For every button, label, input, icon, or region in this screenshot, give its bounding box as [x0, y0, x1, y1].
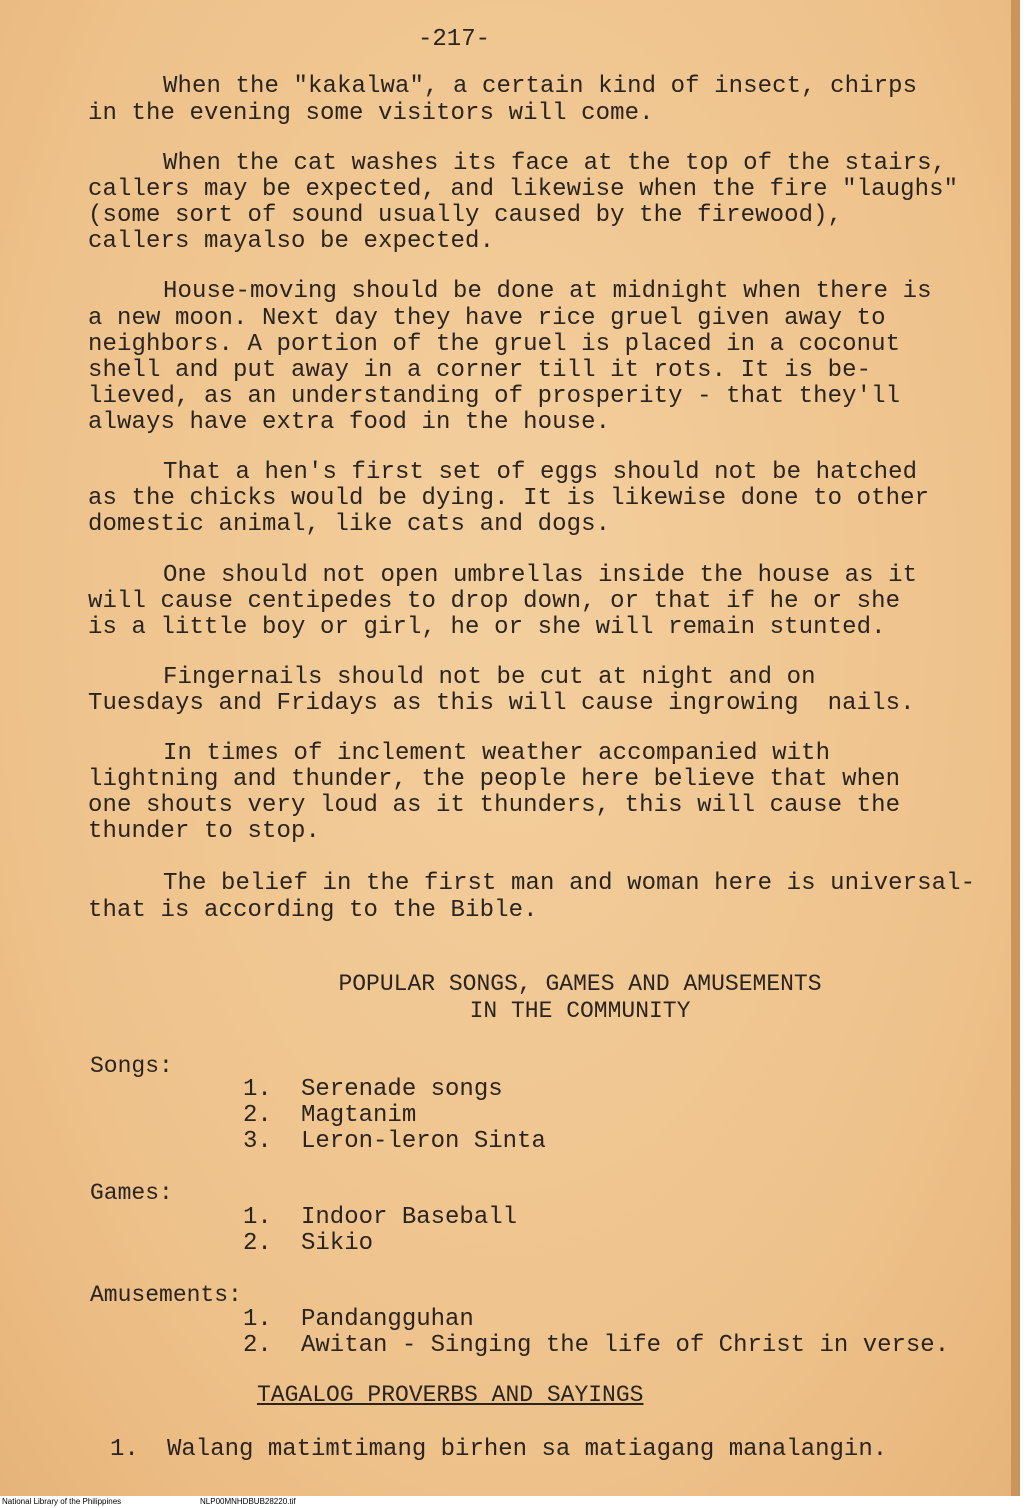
paragraph-line: callers mayalso be expected.	[88, 228, 495, 255]
list-item-text: Leron-leron Sinta	[301, 1128, 546, 1155]
paragraph-line: In times of inclement weather accompanied with	[163, 740, 831, 767]
paragraph-line: thunder to stop.	[88, 818, 321, 845]
list-item-text: Magtanim	[301, 1102, 417, 1129]
paragraph-line: domestic animal, like cats and dogs.	[88, 511, 611, 538]
paragraph-line: When the "kakalwa", a certain kind of insect, chirps	[163, 73, 918, 100]
paragraph-line: as the chicks would be dying. It is likewise done to other	[88, 485, 930, 512]
list-item-text: Awitan - Singing the life of Christ in verse.	[301, 1332, 950, 1359]
games-label: Games:	[90, 1180, 173, 1206]
page-number: -217-	[418, 26, 491, 53]
amusements-label: Amusements:	[90, 1282, 242, 1308]
paragraph-line: neighbors. A portion of the gruel is placed in a coconut	[88, 331, 901, 358]
list-item-number: 3.	[243, 1128, 272, 1155]
list-item	[243, 1230, 373, 1257]
paragraph-line: (some sort of sound usually caused by the firewood),	[88, 202, 843, 229]
list-item	[243, 1306, 474, 1333]
section-heading: IN THE COMMUNITY	[469, 998, 691, 1024]
list-item	[243, 1102, 416, 1129]
paragraph-line: When the cat washes its face at the top of the stairs,	[163, 150, 947, 177]
list-item-number: 2.	[243, 1332, 272, 1359]
paragraph-line: The belief in the first man and woman here is universal-	[163, 870, 976, 897]
paragraph-line: that is according to the Bible.	[88, 897, 538, 924]
scan-footer	[0, 1496, 1029, 1508]
list-item-number: 1.	[243, 1076, 272, 1103]
paragraph-line: House-moving should be done at midnight when there is	[163, 278, 932, 305]
songs-label: Songs:	[90, 1053, 173, 1079]
paragraph-line: in the evening some visitors will come.	[88, 100, 654, 127]
paragraph-line: a new moon. Next day they have rice gruel given away to	[88, 305, 886, 332]
list-item-number: 1.	[243, 1204, 272, 1231]
section-heading: POPULAR SONGS, GAMES AND AMUSEMENTS	[338, 971, 822, 997]
list-item	[243, 1128, 546, 1155]
page-edge-shadow	[1011, 0, 1020, 1496]
paragraph-line: shell and put away in a corner till it rots. It is be-	[88, 357, 872, 384]
list-item	[110, 1436, 887, 1463]
paragraph-line: lieved, as an understanding of prosperity - that they'll	[88, 383, 901, 410]
list-item-text: Serenade songs	[301, 1076, 503, 1103]
paragraph-line: one shouts very loud as it thunders, this will cause the	[88, 792, 901, 819]
list-item-number: 2.	[243, 1230, 272, 1257]
paragraph-line: always have extra food in the house.	[88, 409, 611, 436]
footer-file-name: NLP00MNHDBUB28220.tif	[200, 1497, 296, 1506]
paragraph-line: will cause centipedes to drop down, or that if he or she	[88, 588, 901, 615]
paragraph-line: Fingernails should not be cut at night and on	[163, 664, 816, 691]
list-item-text: Sikio	[301, 1230, 374, 1257]
proverbs-heading: TAGALOG PROVERBS AND SAYINGS	[257, 1382, 644, 1408]
list-item	[243, 1204, 517, 1231]
list-item-number: 2.	[243, 1102, 272, 1129]
list-item	[243, 1076, 503, 1103]
paragraph-line: lightning and thunder, the people here believe that when	[88, 766, 901, 793]
list-item-text: Walang matimtimang birhen sa matiagang manalangin.	[167, 1436, 888, 1463]
paragraph-line: That a hen's first set of eggs should not be hatched	[163, 459, 918, 486]
paragraph-line: Tuesdays and Fridays as this will cause ingrowing nails.	[88, 690, 915, 717]
footer-library-name: National Library of the Philippines	[2, 1497, 122, 1506]
list-item-text: Indoor Baseball	[301, 1204, 518, 1231]
paragraph-line: One should not open umbrellas inside the house as it	[163, 562, 918, 589]
list-item-number: 1.	[243, 1306, 272, 1333]
list-item	[243, 1332, 949, 1359]
paragraph-line: callers may be expected, and likewise when the fire "laughs"	[88, 176, 959, 203]
list-item-text: Pandangguhan	[301, 1306, 474, 1333]
list-item-number: 1.	[110, 1436, 139, 1463]
paragraph-line: is a little boy or girl, he or she will remain stunted.	[88, 614, 886, 641]
